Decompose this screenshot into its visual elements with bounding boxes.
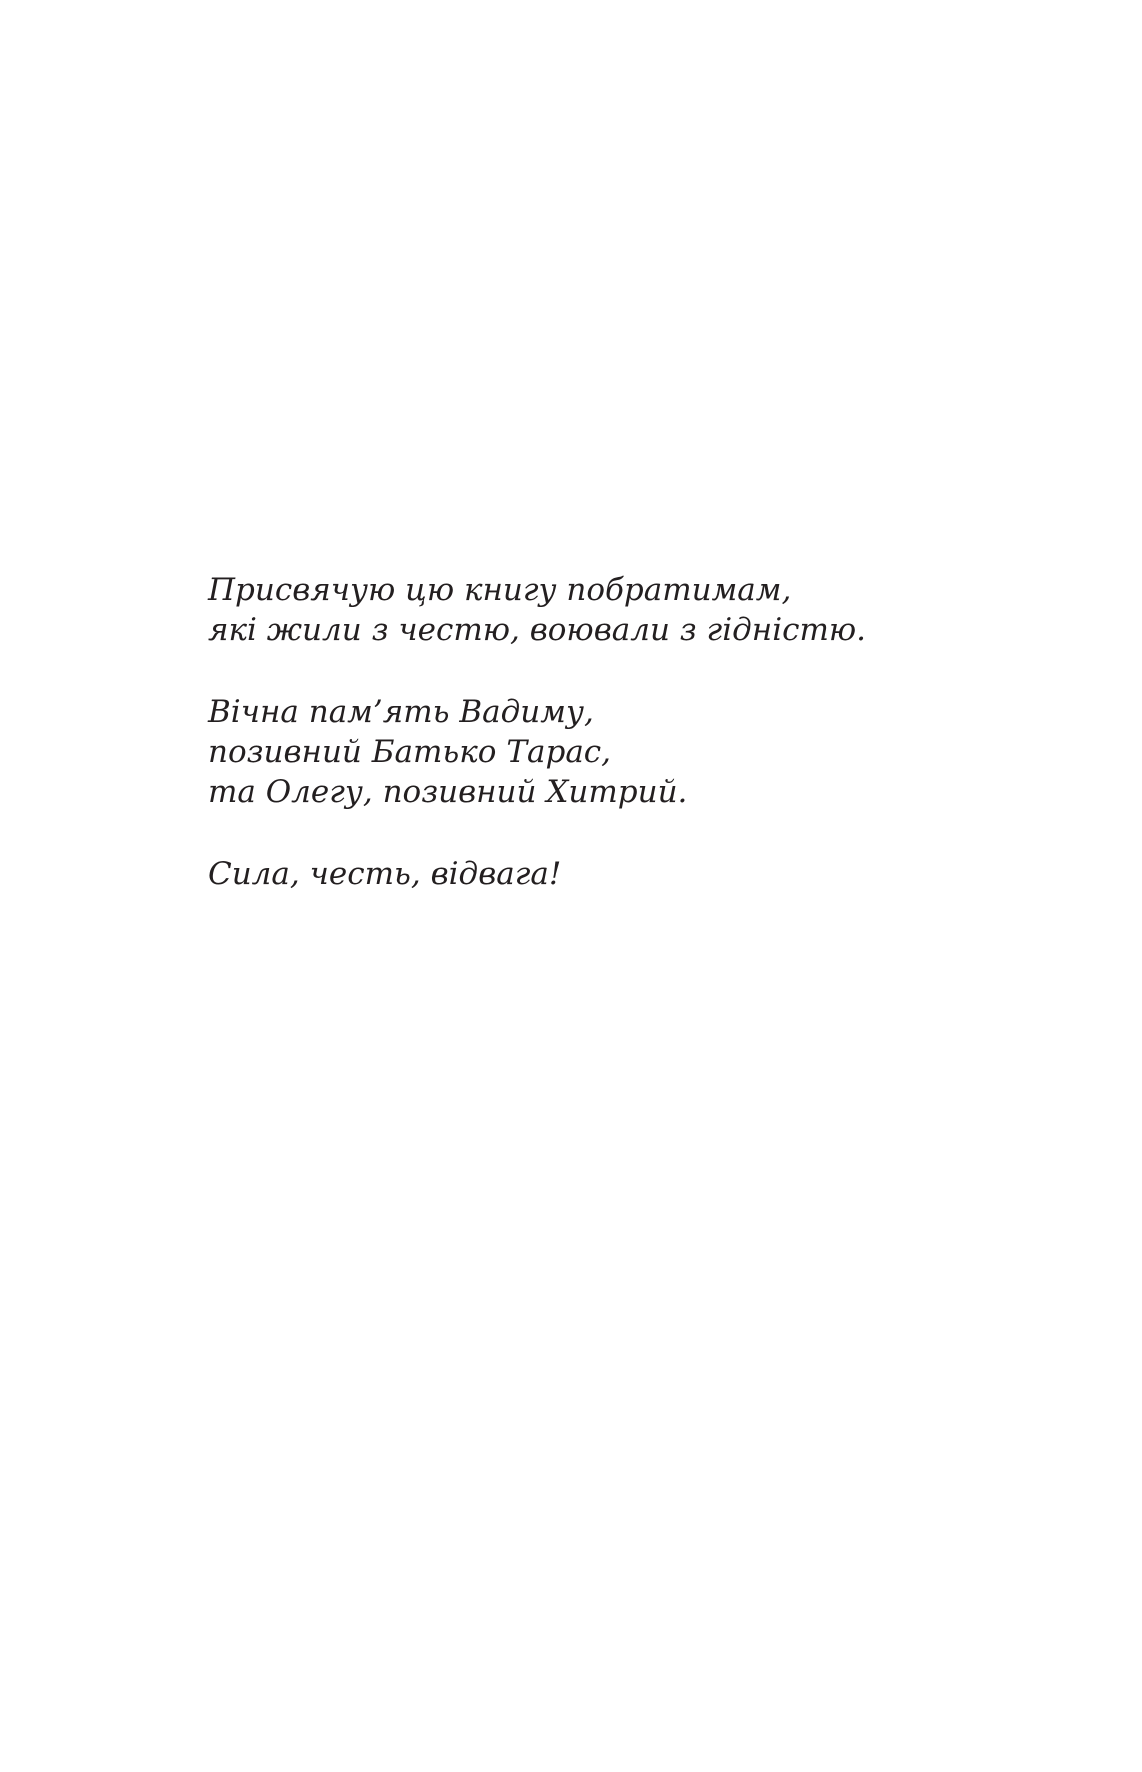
- dedication-line: позивний Батько Тарас,: [208, 734, 612, 770]
- dedication-text: [208, 570, 1028, 936]
- dedication-stanza-3: [208, 854, 1028, 894]
- dedication-line: Присвячую цю книгу побратимам,: [208, 572, 792, 608]
- dedication-motto: Сила, честь, відвага!: [208, 856, 562, 892]
- dedication-line: Вічна пам’ять Вадиму,: [208, 694, 594, 730]
- dedication-stanza-2: [208, 692, 1028, 812]
- dedication-line: та Олегу, позивний Хитрий.: [208, 774, 688, 810]
- dedication-line: які жили з честю, воювали з гідністю.: [208, 612, 867, 648]
- dedication-stanza-1: [208, 570, 1028, 650]
